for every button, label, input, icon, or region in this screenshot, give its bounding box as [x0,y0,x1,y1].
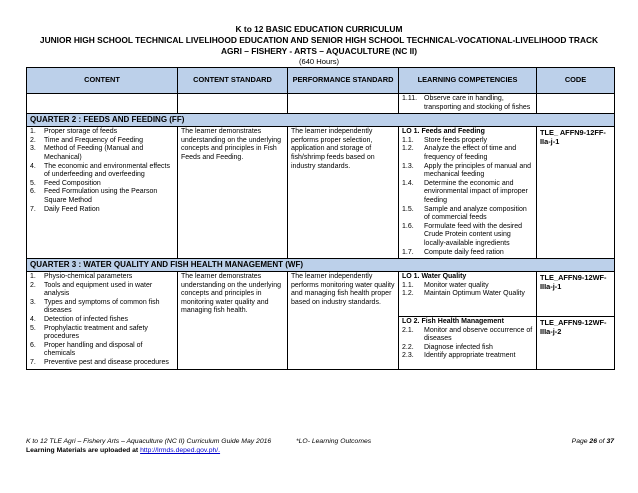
item-number: 2.2. [402,343,414,351]
q3-lo1-cell [399,272,537,317]
col-header-code: CODE [537,68,615,94]
item-text: Determine the economic and environmental impact of improper feeding [424,179,528,204]
item-text: Detection of infected fishes [44,316,129,324]
q3-code1-cell: TLE_AFFN9-12WF-IIIa-j-1 [537,272,615,317]
item-number: 2.1. [402,326,414,334]
item-number: 1.2. [402,290,414,298]
item-number: 5. [30,179,36,187]
table-header-row [27,68,615,94]
quarter3-heading: QUARTER 3 : WATER QUALITY AND FISH HEALTH MANAGEMENT (WF) [27,259,615,272]
item-number: 6. [30,188,36,196]
item-number: 1. [30,273,36,281]
curriculum-table [26,67,615,370]
item-number: 2. [30,281,36,289]
item-text: Proper handling and disposal of chemicals [44,341,143,358]
page-number: 26 [589,438,597,445]
item-text: Monitor and observe occurrence of diseases [424,326,533,343]
lo-title: LO 2. Fish Health Management [402,318,504,326]
col-header-content: CONTENT [27,68,178,94]
quarter-heading-row [27,259,615,272]
item-text: Preventive pest and disease procedures [44,359,169,367]
quarter2-heading: QUARTER 2 : FEEDS AND FEEDING (FF) [27,114,615,127]
uploaded-text: Learning Materials are uploaded at [26,447,141,454]
q2-standard-cell: The learner demonstrates understanding on the underlying concepts and principles in Fish Feeds and Feeding. [178,127,288,259]
item-number: 1.1. [402,281,414,289]
item-text: Types and symptoms of common fish diseases [44,298,160,315]
doc-title-line2: JUNIOR HIGH SCHOOL TECHNICAL LIVELIHOOD EDUCATION AND SENIOR HIGH SCHOOL TECHNICAL-VOCATIONAL-LIVELIHOOD TRACK [39,35,599,45]
item-number: 1. [30,128,36,136]
footer-guide: K to 12 TLE Agri – Fishery Arts – Aquaculture (NC II) Curriculum Guide May 2016 [26,438,272,445]
carryover-competency [399,94,537,114]
q3-code2-cell: TLE_AFFN9-12WF-IIIa-j-2 [537,317,615,370]
q3-standard-cell: The learner demonstrates understanding on the underlying concepts and principles in monitoring water quality and managing fish health. [178,272,288,370]
lo-title: LO 1. Water Quality [402,273,467,281]
doc-hours: (640 Hours) [298,57,340,66]
page-of: of [596,438,607,445]
doc-title-line1: K to 12 BASIC EDUCATION CURRICULUM [235,24,403,34]
doc-title-line3: AGRI – FISHERY - ARTS – AQUACULTURE (NC II) [220,46,418,56]
col-header-standard: CONTENT STANDARD [178,68,288,94]
item-number: 1.2. [402,145,414,153]
item-text: The economic and environmental effects of underfeeding and overfeeding [44,162,170,179]
item-text: Diagnose infected fish [424,343,493,351]
item-text: Prophylactic treatment and safety procedures [44,324,148,341]
item-text: Compute daily feed ration [424,248,504,256]
item-number: 7. [30,359,36,367]
item-number: 4. [30,316,36,324]
q2-performance-cell: The learner independently performs proper selection, application and storage of fish/shrimp feeds based on industry standards. [288,127,399,259]
item-number: 2.3. [402,352,414,360]
table-row [27,127,615,259]
item-number: 1.11. [402,95,418,102]
item-text: Time and Frequency of Feeding [44,136,143,144]
item-text: Tools and equipment used in water analysis [44,281,153,298]
item-text: Proper storage of feeds [44,128,118,136]
item-text: Physio-chemical parameters [44,273,133,281]
item-number: 5. [30,324,36,332]
lo-title: LO 1. Feeds and Feeding [402,128,485,136]
item-number: 2. [30,136,36,144]
item-text: Identify appropriate treatment [424,352,516,360]
item-number: 1.1. [402,136,414,144]
item-text: Daily Feed Ration [44,205,100,213]
quarter-heading-row [27,114,615,127]
page-prefix: Page [571,438,590,445]
item-text: Feed Formulation using the Pearson Square Method [44,188,158,204]
footer-uploaded [26,447,220,455]
page-total: 37 [606,438,614,445]
item-text: Store feeds properly [424,136,488,144]
lrmds-link[interactable]: http://lrmds.deped.gov.ph/. [140,447,221,454]
item-number: 1.7. [402,248,414,256]
item-number: 6. [30,341,36,349]
footer-note: *LO- Learning Outcomes [296,438,372,445]
item-number: 4. [30,162,36,170]
item-text: Feed Composition [44,179,101,187]
item-text: Sample and analyze composition of commercial feeds [424,205,527,222]
item-text: Monitor water quality [424,281,489,289]
table-row [27,272,615,317]
item-text: Analyze the effect of time and frequency of feeding [424,145,517,161]
item-number: 1.3. [402,162,414,170]
col-header-performance: PERFORMANCE STANDARD [288,68,399,94]
item-text: Maintain Optimum Water Quality [424,290,525,298]
col-header-competencies: LEARNING COMPETENCIES [399,68,537,94]
q2-code-cell: TLE_ AFFN9-12FF-IIa-j-1 [537,127,615,259]
item-text: Observe care in handling, transporting and stocking of fishes [424,95,531,111]
q2-content-cell [27,127,178,259]
item-number: 7. [30,205,36,213]
q2-competencies-cell [399,127,537,259]
q3-performance-cell: The learner independently performs monitoring water quality and managing fish health proper based on industry standards. [288,272,399,370]
item-number: 3. [30,145,36,153]
q3-content-cell [27,272,178,370]
table-row [27,94,615,114]
q3-lo2-cell [399,317,537,370]
footer-page [572,438,614,446]
item-text: Method of Feeding (Manual and Mechanical) [44,145,144,161]
item-text: Apply the principles of manual and mechanical feeding [424,162,532,179]
item-number: 1.4. [402,179,414,187]
item-number: 3. [30,298,36,306]
item-number: 1.5. [402,205,414,213]
item-text: Formulate feed with the desired Crude Protein content using locally-available ingredients [424,222,523,247]
item-number: 1.6. [402,222,414,230]
